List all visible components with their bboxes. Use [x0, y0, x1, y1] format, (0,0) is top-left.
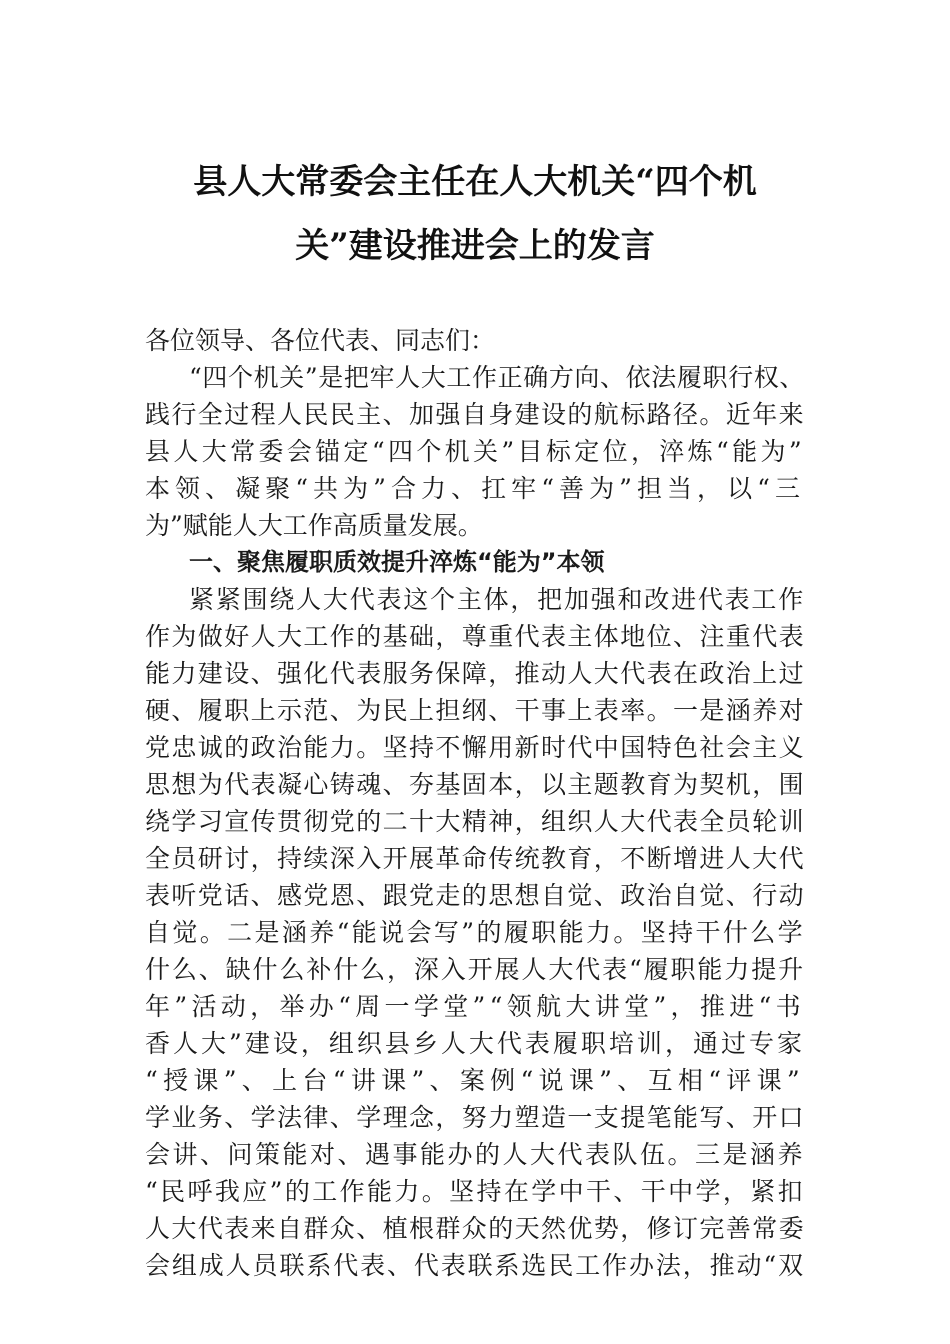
text-line: 什么、缺什么补什么，深入开展人大代表“履职能力提升 — [145, 955, 805, 984]
text-line: 人大代表来自群众、植根群众的天然优势，修订完善常委 — [145, 1214, 805, 1243]
document-body — [145, 322, 805, 1284]
text-line: 践行全过程人民民主、加强自身建设的航标路径。近年来 — [145, 400, 805, 429]
document-title-line-2: 关”建设推进会上的发言 — [295, 226, 655, 266]
text-line: 本领、凝聚“共为”合力、扛牢“善为”担当，以“三 — [145, 474, 805, 503]
text-line: 作为做好人大工作的基础，尊重代表主体地位、注重代表 — [145, 622, 805, 651]
text-line: 会讲、问策能对、遇事能办的人大代表队伍。三是涵养 — [145, 1140, 805, 1169]
text-line: 硬、履职上示范、为民上担纲、干事上表率。一是涵养对 — [145, 696, 805, 725]
text-line: “授课”、上台“讲课”、案例“说课”、互相“评课” — [145, 1066, 805, 1095]
text-line: 学业务、学法律、学理念，努力塑造一支提笔能写、开口 — [145, 1103, 805, 1132]
document-title-line-1: 县人大常委会主任在人大机关“四个机 — [193, 162, 757, 202]
text-line: 香人大”建设，组织县乡人大代表履职培训，通过专家 — [145, 1029, 805, 1058]
text-line: 会组成人员联系代表、代表联系选民工作办法，推动“双 — [145, 1251, 805, 1280]
text-line: 为”赋能人大工作高质量发展。 — [145, 511, 483, 540]
text-line: 各位领导、各位代表、同志们： — [145, 326, 496, 355]
text-line: 能力建设、强化代表服务保障，推动人大代表在政治上过 — [145, 659, 805, 688]
text-line: “四个机关”是把牢人大工作正确方向、依法履职行权、 — [189, 363, 805, 392]
text-line: 县人大常委会锚定“四个机关”目标定位，淬炼“能为” — [145, 437, 805, 466]
text-line: 紧紧围绕人大代表这个主体，把加强和改进代表工作 — [189, 585, 805, 614]
text-line: 自觉。二是涵养“能说会写”的履职能力。坚持干什么学 — [145, 918, 805, 947]
section-heading: 一、聚焦履职质效提升淬炼“能为”本领 — [189, 548, 605, 576]
text-line: 全员研讨，持续深入开展革命传统教育，不断增进人大代 — [145, 844, 805, 873]
text-line: 表听党话、感党恩、跟党走的思想自觉、政治自觉、行动 — [145, 881, 805, 910]
text-line: 年”活动，举办“周一学堂”“领航大讲堂”，推进“书 — [145, 992, 805, 1021]
text-line: 绕学习宣传贯彻党的二十大精神，组织人大代表全员轮训 — [145, 807, 805, 836]
text-line: 党忠诚的政治能力。坚持不懈用新时代中国特色社会主义 — [145, 733, 805, 762]
text-line: 思想为代表凝心铸魂、夯基固本，以主题教育为契机，围 — [145, 770, 805, 799]
text-line: “民呼我应”的工作能力。坚持在学中干、干中学，紧扣 — [145, 1177, 805, 1206]
